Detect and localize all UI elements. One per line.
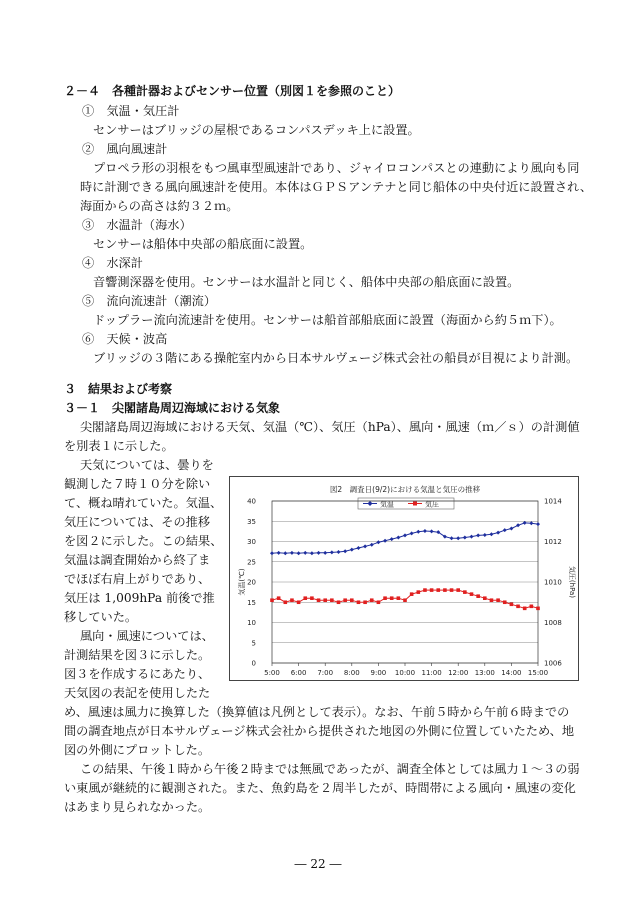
pressure-point (323, 598, 327, 602)
y-left-tick-label: 30 (247, 538, 256, 546)
temperature-point (529, 521, 533, 525)
legend-pres-marker (413, 502, 417, 506)
pressure-point (450, 588, 454, 592)
pressure-point (397, 596, 401, 600)
temperature-point (337, 550, 341, 554)
pressure-point (403, 598, 407, 602)
wrap-line: 天気については、曇りを (80, 458, 214, 472)
temperature-point (323, 551, 327, 555)
x-tick-label: 11:00 (421, 669, 442, 677)
y-left-tick-label: 10 (247, 619, 256, 627)
y-left-axis-label: 気温(℃) (238, 568, 246, 596)
chart-svg (230, 477, 580, 682)
pressure-point (476, 594, 480, 598)
pressure-point (363, 600, 367, 604)
item-6-body: ブリッジの３階にある操舵室内から日本サルヴェージ株式会社の船員が目視により計測。 (93, 351, 579, 365)
item-3-body: センサーは船体中央部の船底面に設置。 (93, 237, 313, 251)
legend-temp-label: 気温 (380, 500, 394, 509)
temperature-point (476, 533, 480, 537)
pressure-point (490, 598, 494, 602)
y-left-tick-label: 20 (247, 578, 256, 587)
temperature-point (290, 551, 294, 555)
temperature-point (390, 537, 394, 541)
temperature-point (470, 535, 474, 539)
pressure-point (337, 600, 341, 604)
pressure-point (410, 592, 414, 596)
pressure-point (284, 600, 288, 604)
para-after-line: 図の外側にプロットした。 (64, 743, 211, 757)
para-after-line: 間の調査地点が日本サルヴェージ株式会社から提供された地図の外側に位置していたため、地 (64, 724, 575, 738)
temperature-point (509, 527, 513, 531)
pressure-point (483, 596, 487, 600)
pressure-point (303, 596, 307, 600)
y-left-tick-label: 25 (247, 558, 256, 567)
section-3-1-heading: ３－１ 尖閣諸島周辺海域における気象 (64, 401, 281, 415)
temperature-point (270, 551, 274, 555)
pressure-point (350, 598, 354, 602)
pressure-point (370, 598, 374, 602)
temperature-point (410, 531, 414, 535)
x-tick-label: 5:00 (264, 669, 280, 677)
wrap-line: 気温は調査開始から終了ま (64, 553, 211, 567)
x-tick-label: 14:00 (501, 669, 522, 677)
temperature-point (503, 528, 507, 532)
para-last-line: この結果、午後１時から午後２時までは無風であったが、調査全体としては風力１～３の弱 (80, 762, 580, 776)
pressure-point (390, 596, 394, 600)
temperature-point (370, 543, 374, 547)
temperature-point (277, 551, 281, 555)
temperature-point (396, 535, 400, 539)
para-last-line: い東風が継続的に観測された。また、魚釣島を２周半したが、時間帯による風向・風速の変化 (64, 781, 576, 795)
item-4-body: 音響測深器を使用。センサーは水温計と同じく、船体中央部の船底面に設置。 (93, 275, 520, 289)
wrap-line: て、概ね晴れていた。気温、 (64, 496, 223, 510)
pressure-point (310, 596, 314, 600)
temperature-point (416, 530, 420, 534)
y-right-tick-label: 1014 (544, 497, 562, 506)
pressure-point (496, 598, 500, 602)
y-right-tick-label: 1012 (544, 538, 562, 546)
temperature-point (516, 523, 520, 527)
temperature-point (463, 535, 467, 539)
y-left-tick-label: 40 (247, 497, 256, 506)
temperature-point (317, 551, 321, 555)
temperature-point (403, 533, 407, 537)
pressure-point (277, 596, 281, 600)
temperature-point (303, 551, 307, 555)
wrap-line: 風向・風速については、 (80, 629, 214, 643)
wrap-line: 図３を作成するにあたり、 (64, 667, 211, 681)
pressure-point (470, 592, 474, 596)
wrap-line: 移していた。 (64, 610, 138, 624)
pressure-point (463, 590, 467, 594)
wrap-line: 天気図の表記を使用したた (64, 686, 211, 700)
wrap-line: 計測結果を図３に示した。 (64, 648, 211, 662)
x-tick-label: 9:00 (370, 669, 387, 677)
temperature-point (489, 532, 493, 536)
pressure-point (377, 600, 381, 604)
item-4-title: ④ 水深計 (82, 256, 143, 270)
pressure-point (443, 588, 447, 592)
temperature-point (376, 540, 380, 544)
pressure-point (536, 607, 540, 611)
para1-line: を別表１に示した。 (64, 439, 174, 453)
temperature-point (297, 551, 301, 555)
y-left-tick-label: 15 (247, 598, 256, 607)
pressure-point (503, 600, 507, 604)
pressure-point (270, 598, 274, 602)
pressure-point (417, 590, 421, 594)
temperature-point (310, 551, 314, 555)
pressure-point (456, 588, 460, 592)
x-tick-label: 8:00 (343, 669, 360, 677)
y-right-axis-label: 気圧(hPa) (568, 565, 576, 599)
item-3-title: ③ 水温計（海水） (82, 218, 192, 232)
x-tick-label: 15:00 (527, 669, 549, 677)
pressure-point (357, 600, 361, 604)
pressure-point (516, 605, 520, 609)
x-tick-label: 12:00 (448, 669, 469, 677)
para-last-line: はあまり見られなかった。 (64, 800, 211, 814)
item-2-body-line: 海面からの高さは約３２ｍ。 (80, 199, 239, 213)
item-1-title: ① 気温・気圧計 (82, 104, 180, 118)
wrap-line: 気圧は 1,009hPa 前後で推 (64, 591, 215, 605)
item-2-body-line: プロペラ形の羽根をもつ風車型風速計であり、ジャイロコンパスとの連動により風向も同 (93, 161, 580, 175)
pressure-point (330, 598, 334, 602)
wrap-line: 気圧については、その推移 (64, 515, 211, 529)
temperature-point (496, 531, 500, 535)
temperature-point (430, 529, 434, 533)
wrap-line: でほぼ右肩上がりであり、 (64, 572, 211, 586)
pressure-point (343, 598, 347, 602)
page-number: ― 22 ― (294, 857, 342, 871)
y-left-tick-label: 5 (251, 639, 256, 648)
pressure-point (530, 605, 534, 609)
x-tick-label: 13:00 (474, 669, 495, 677)
pressure-point (510, 602, 514, 606)
y-right-tick-label: 1008 (544, 619, 562, 627)
pressure-point (423, 588, 427, 592)
x-tick-label: 10:00 (394, 669, 416, 677)
temperature-point (356, 546, 360, 550)
item-5-body: ドップラー流向流速計を使用。センサーは船首部船底面に設置（海面から約５ｍ下）。 (93, 313, 562, 327)
x-tick-label: 6:00 (290, 669, 307, 677)
pressure-point (523, 607, 527, 611)
temperature-point (483, 533, 487, 537)
temperature-point (383, 539, 387, 543)
para1-line: 尖閣諸島周辺海域における天気、気温（℃）、気圧（hPa）、風向・風速（ｍ／ｓ）の計測値 (80, 420, 580, 434)
pressure-point (436, 588, 440, 592)
item-2-title: ② 風向風速計 (82, 142, 168, 156)
y-left-tick-label: 0 (251, 659, 256, 668)
section-3-heading: ３ 結果および考察 (64, 382, 173, 396)
y-left-tick-label: 35 (247, 517, 256, 526)
temperature-line (272, 523, 538, 553)
legend-pres-label: 気圧 (425, 500, 439, 509)
temperature-point (450, 536, 454, 540)
item-5-title: ⑤ 流向流速計（潮流） (82, 294, 217, 308)
temperature-point (330, 550, 334, 554)
y-right-tick-label: 1006 (544, 659, 562, 668)
temperature-point (456, 536, 460, 540)
chart-title: 図2 調査日(9/2)における気温と気圧の推移 (329, 485, 481, 494)
temperature-point (283, 551, 287, 555)
y-right-tick-label: 1010 (544, 578, 562, 587)
temperature-point (423, 529, 427, 533)
figure-2-chart (229, 476, 579, 681)
pressure-point (383, 596, 387, 600)
pressure-point (297, 600, 301, 604)
x-tick-label: 7:00 (317, 669, 334, 677)
item-2-body-line: 時に計測できる風向風速計を使用。本体はＧＰＳアンテナと同じ船体の中央付近に設置され、 (80, 180, 593, 194)
item-1-body: センサーはブリッジの屋根であるコンパスデッキ上に設置。 (93, 123, 420, 137)
wrap-line: 観測した７時１０分を除い (64, 477, 211, 491)
temperature-point (363, 544, 367, 548)
section-2-4-heading: ２－４ 各種計器およびセンサー位置（別図１を参照のこと） (64, 84, 401, 98)
pressure-point (290, 598, 294, 602)
temperature-point (536, 522, 540, 526)
temperature-point (350, 548, 354, 552)
item-6-title: ⑥ 天候・波高 (82, 332, 168, 346)
pressure-point (317, 598, 321, 602)
pressure-point (430, 588, 434, 592)
temperature-point (343, 549, 347, 553)
wrap-line: を図２に示した。この結果、 (64, 534, 223, 548)
para-after-line: め、風速は風力に換算した（換算値は凡例として表示）。なお、午前５時から午前６時までの (64, 705, 570, 719)
